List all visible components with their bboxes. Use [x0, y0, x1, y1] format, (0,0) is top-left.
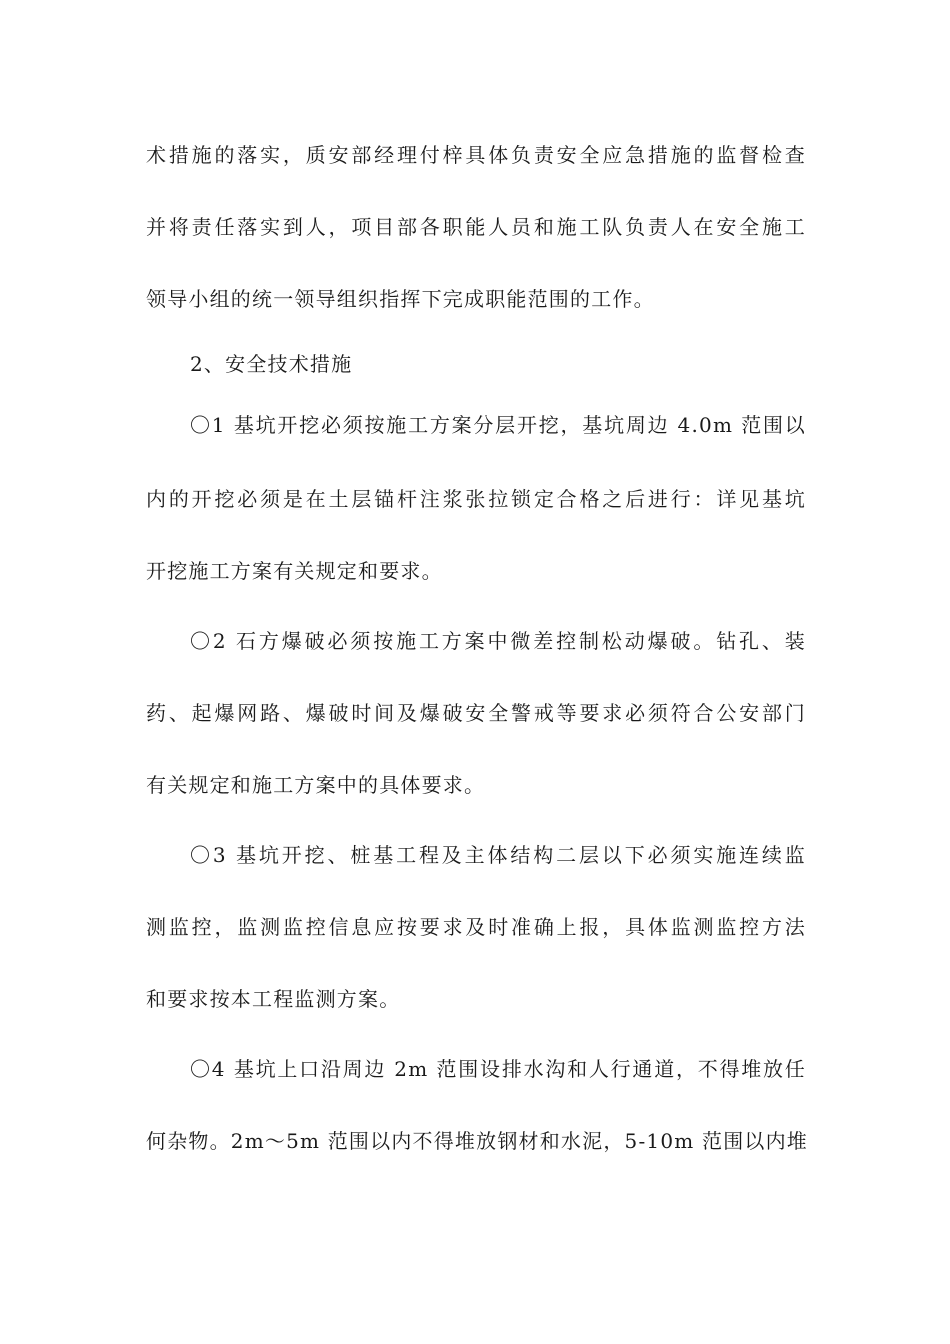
section-heading: 2、安全技术措施 — [190, 352, 353, 376]
item-3-line-3: 和要求按本工程监测方案。 — [146, 987, 401, 1011]
item-2-line-2: 药、起爆网路、爆破时间及爆破安全警戒等要求必须符合公安部门 — [146, 701, 806, 725]
paragraph-line-2: 并将责任落实到人，项目部各职能人员和施工队负责人在安全施工 — [146, 215, 806, 239]
paragraph-line-1: 术措施的落实，质安部经理付梓具体负责安全应急措施的监督检查 — [146, 143, 806, 167]
item-1-line-2: 内的开挖必须是在土层锚杆注浆张拉锁定合格之后进行：详见基坑 — [146, 487, 806, 511]
item-3-line-1: 〇3 基坑开挖、桩基工程及主体结构二层以下必须实施连续监 — [190, 843, 806, 867]
item-1-line-1: 〇1 基坑开挖必须按施工方案分层开挖，基坑周边 4.0m 范围以 — [190, 413, 806, 437]
paragraph-line-3: 领导小组的统一领导组织指挥下完成职能范围的工作。 — [146, 287, 655, 311]
item-3-line-2: 测监控，监测监控信息应按要求及时准确上报，具体监测监控方法 — [146, 915, 806, 939]
item-2-line-3: 有关规定和施工方案中的具体要求。 — [146, 773, 486, 797]
item-4-line-2: 何杂物。2m～5m 范围以内不得堆放钢材和水泥，5-10m 范围以内堆 — [146, 1129, 808, 1153]
item-2-line-1: 〇2 石方爆破必须按施工方案中微差控制松动爆破。钻孔、装 — [190, 629, 806, 653]
item-1-line-3: 开挖施工方案有关规定和要求。 — [146, 559, 443, 583]
item-4-line-1: 〇4 基坑上口沿周边 2m 范围设排水沟和人行通道，不得堆放任 — [190, 1057, 806, 1081]
